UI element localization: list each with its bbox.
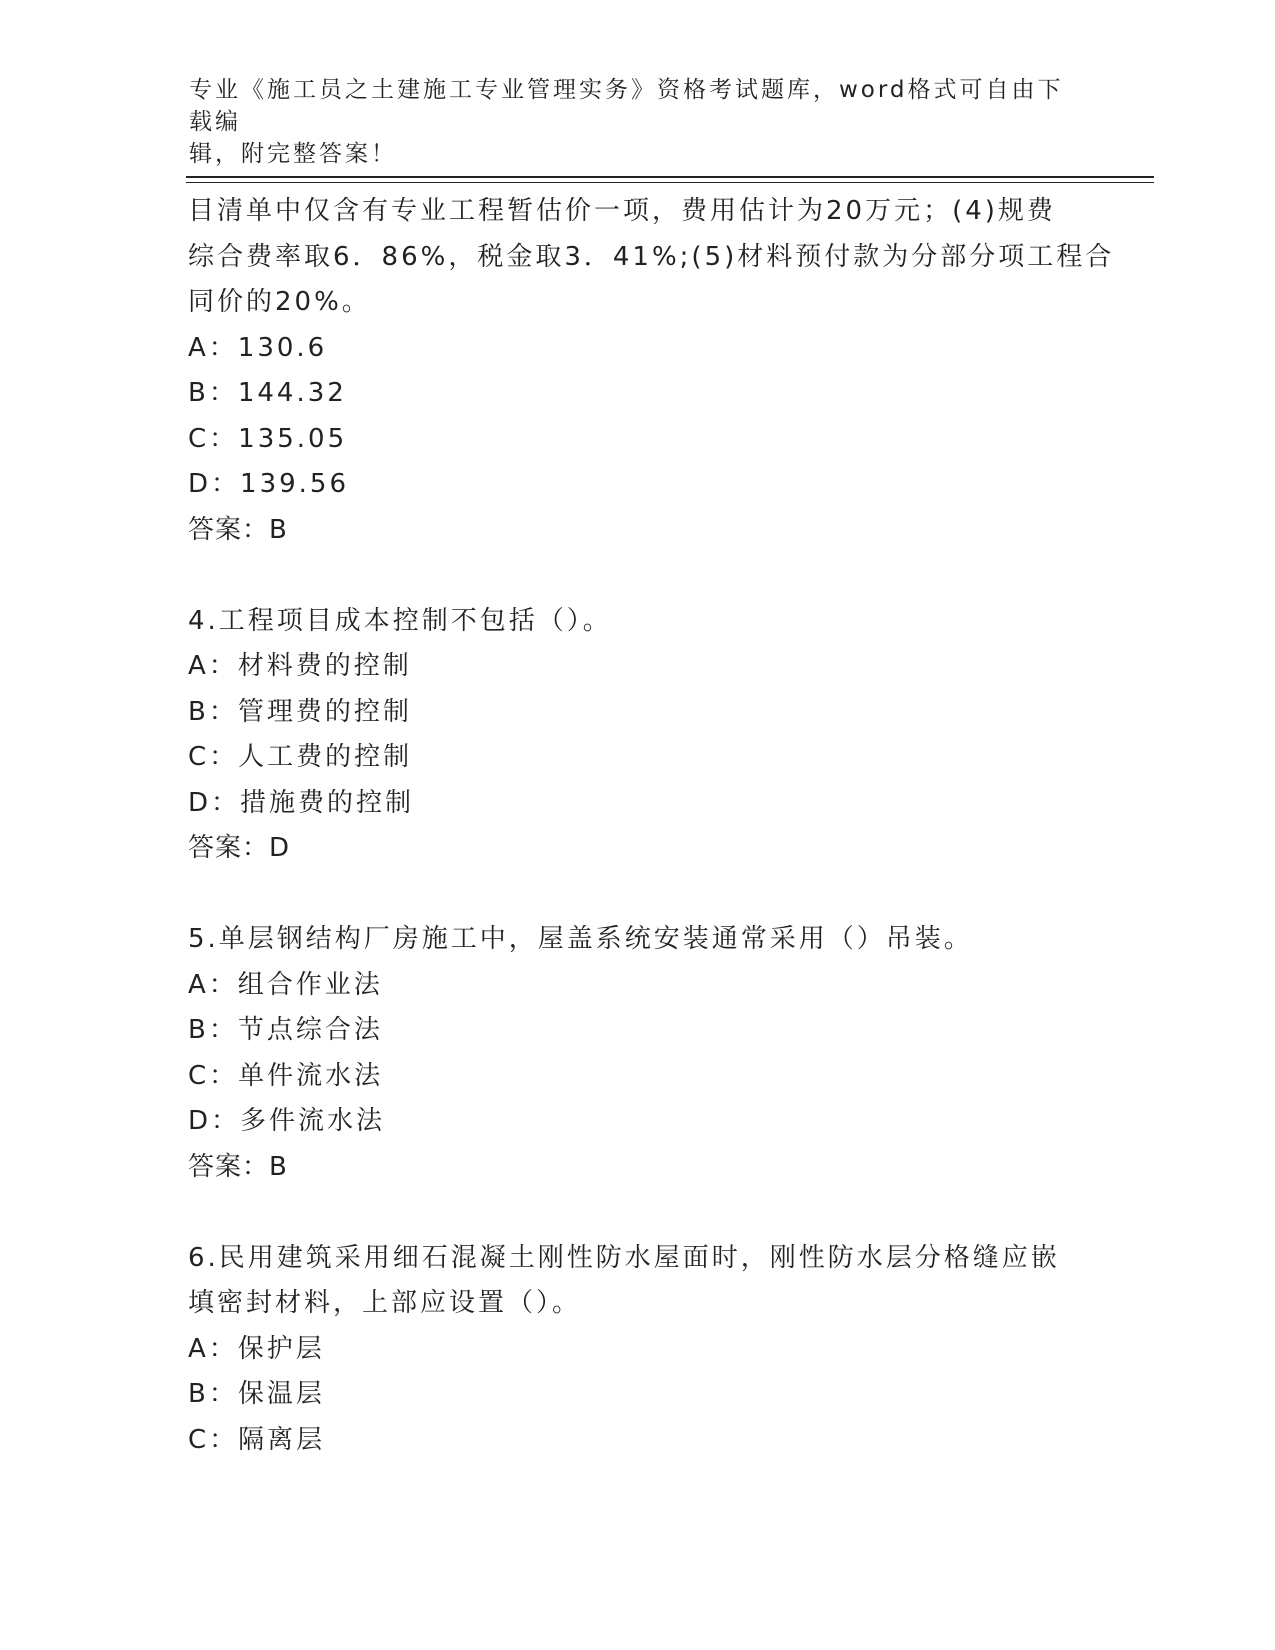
option-a: A：组合作业法 xyxy=(188,969,383,1000)
option-c: C：单件流水法 xyxy=(188,1060,384,1091)
header-divider-thick xyxy=(186,176,1154,178)
option-b: B：保温层 xyxy=(188,1379,325,1409)
header-divider-thin xyxy=(186,182,1154,183)
option-b: B：144.32 xyxy=(188,378,347,408)
spacer xyxy=(188,1190,1088,1236)
question-stem-line: 综合费率取6．86%，税金取3．41%;(5)材料预付款为分部分项工程合 xyxy=(188,241,1115,272)
question-5 xyxy=(188,917,1088,1190)
spacer xyxy=(188,872,1088,918)
option-a: A：材料费的控制 xyxy=(188,651,412,681)
option-a: A：130.6 xyxy=(188,332,328,363)
header-line-1: 专业《施工员之土建施工专业管理实务》资格考试题库，word格式可自由下载编 xyxy=(189,77,1064,135)
option-b: B：管理费的控制 xyxy=(188,696,412,727)
question-stem-line: 目清单中仅含有专业工程暂估价一项，费用估计为20万元；(4)规费 xyxy=(188,196,1056,226)
option-c: C：隔离层 xyxy=(188,1424,326,1455)
question-stem-line: 6.民用建筑采用细石混凝土刚性防水屋面时，刚性防水层分格缝应嵌 xyxy=(188,1242,1060,1273)
header-line-2: 辑，附完整答案！ xyxy=(189,141,397,167)
question-content xyxy=(188,189,1115,1463)
question-stem: 4.工程项目成本控制不包括（）。 xyxy=(188,605,612,636)
question-6 xyxy=(188,1236,1088,1464)
question-3-continuation xyxy=(188,189,1115,553)
question-stem: 5.单层钢结构厂房施工中，屋盖系统安装通常采用（）吊装。 xyxy=(188,924,973,954)
option-c: C：人工费的控制 xyxy=(188,742,413,772)
spacer xyxy=(188,553,1088,599)
option-b: B：节点综合法 xyxy=(188,1015,383,1045)
answer-line: 答案：D xyxy=(188,833,291,863)
option-d: D：139.56 xyxy=(188,469,349,499)
option-d: D：措施费的控制 xyxy=(188,787,415,818)
document-header xyxy=(189,74,1069,170)
option-d: D：多件流水法 xyxy=(188,1106,386,1136)
question-4 xyxy=(188,599,1088,872)
option-a: A：保护层 xyxy=(188,1333,325,1364)
question-stem-line: 同价的20%。 xyxy=(188,287,371,317)
answer-line: 答案：B xyxy=(188,514,288,545)
answer-line: 答案：B xyxy=(188,1151,288,1182)
question-stem-line: 填密封材料，上部应设置（）。 xyxy=(188,1288,582,1318)
option-c: C：135.05 xyxy=(188,423,348,454)
